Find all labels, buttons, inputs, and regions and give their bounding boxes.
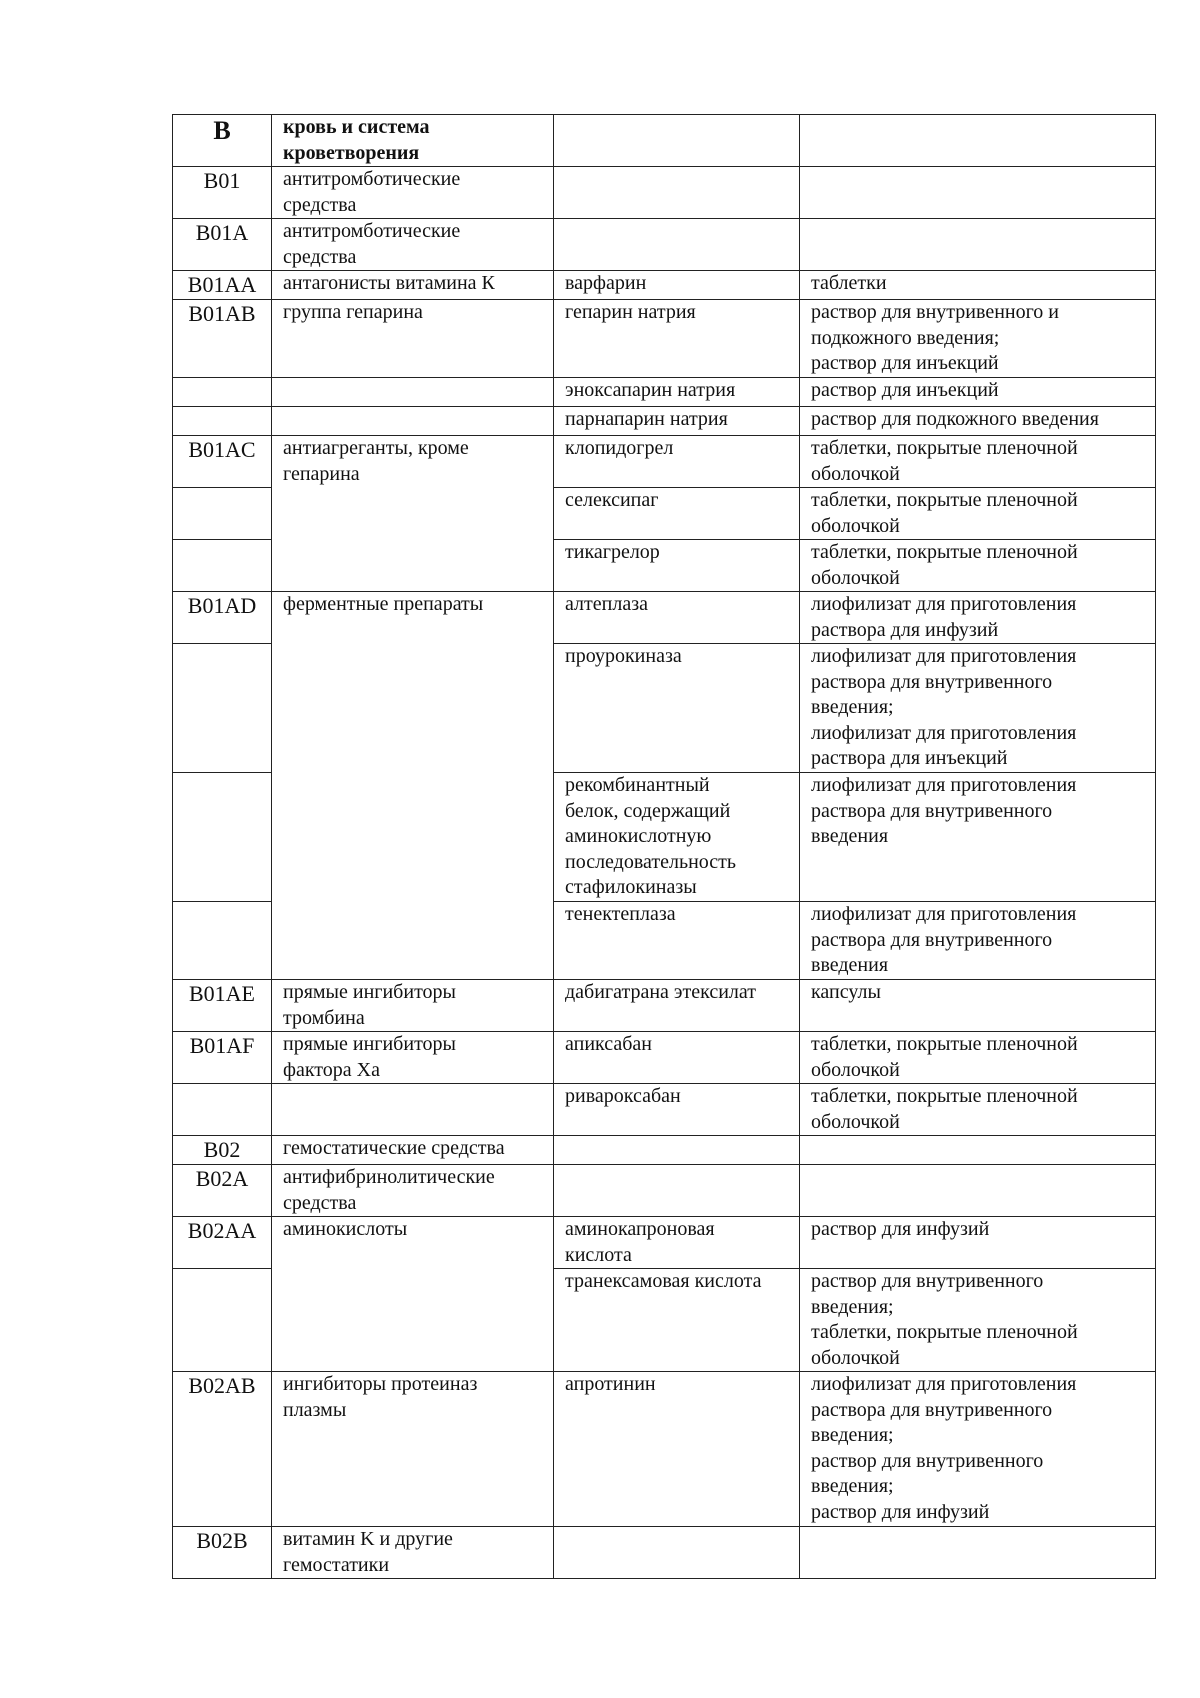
dosage-form-cell: таблетки, покрытые пленочной оболочкой	[800, 488, 1156, 540]
table-row	[173, 1217, 1156, 1269]
drug-name-cell: ривароксабан	[554, 1084, 800, 1136]
atc-code-cell: B01	[173, 167, 272, 219]
group-name-cell: группа гепарина	[272, 300, 554, 378]
table-row	[173, 300, 1156, 378]
group-name-cell: прямые ингибиторы тромбина	[272, 980, 554, 1032]
atc-code-cell: B01AD	[173, 592, 272, 644]
dosage-form-cell	[800, 115, 1156, 167]
table-row	[173, 1165, 1156, 1217]
drug-name-cell: селексипаг	[554, 488, 800, 540]
atc-code-cell: B02AB	[173, 1372, 272, 1527]
dosage-form-cell: таблетки, покрытые пленочной оболочкой	[800, 436, 1156, 488]
dosage-form-cell	[800, 167, 1156, 219]
dosage-form-cell	[800, 1136, 1156, 1165]
atc-code-cell	[173, 407, 272, 436]
group-name-cell: гемостатические средства	[272, 1136, 554, 1165]
table-body	[173, 115, 1156, 1579]
group-name-cell: антагонисты витамина К	[272, 271, 554, 300]
dosage-form-cell: таблетки, покрытые пленочной оболочкой	[800, 1032, 1156, 1084]
atc-code-cell	[173, 540, 272, 592]
group-name-cell: ферментные препараты	[272, 592, 554, 980]
table-row	[173, 1136, 1156, 1165]
group-name-cell	[272, 1084, 554, 1136]
table-row	[173, 436, 1156, 488]
group-name-cell: витамин K и другие гемостатики	[272, 1527, 554, 1579]
drug-classification-table	[172, 114, 1156, 1579]
dosage-form-cell: лиофилизат для приготовления раствора для внутривенного введения	[800, 773, 1156, 902]
group-name-cell	[272, 407, 554, 436]
dosage-form-cell: раствор для подкожного введения	[800, 407, 1156, 436]
atc-code-cell	[173, 773, 272, 902]
drug-name-cell	[554, 115, 800, 167]
atc-code-cell: B01AA	[173, 271, 272, 300]
atc-code-cell: B01AB	[173, 300, 272, 378]
group-name-cell: антиагреганты, кроме гепарина	[272, 436, 554, 592]
group-name-cell: антитромботические средства	[272, 219, 554, 271]
group-name-cell: аминокислоты	[272, 1217, 554, 1372]
table-row	[173, 271, 1156, 300]
group-name-cell: кровь и система кроветворения	[272, 115, 554, 167]
drug-name-cell: аминокапроновая кислота	[554, 1217, 800, 1269]
dosage-form-cell: раствор для инфузий	[800, 1217, 1156, 1269]
atc-code-cell: В	[173, 115, 272, 167]
dosage-form-cell: лиофилизат для приготовления раствора для внутривенного введения; раствор для внутривенного введения; раствор для инфузий	[800, 1372, 1156, 1527]
drug-name-cell: варфарин	[554, 271, 800, 300]
drug-name-cell: гепарин натрия	[554, 300, 800, 378]
drug-name-cell: транексамовая кислота	[554, 1269, 800, 1372]
drug-name-cell: алтеплаза	[554, 592, 800, 644]
table-row	[173, 980, 1156, 1032]
atc-code-cell	[173, 644, 272, 773]
group-name-cell: прямые ингибиторы фактора Xa	[272, 1032, 554, 1084]
table-row	[173, 407, 1156, 436]
dosage-form-cell: капсулы	[800, 980, 1156, 1032]
drug-name-cell: проурокиназа	[554, 644, 800, 773]
dosage-form-cell: раствор для внутривенного введения; таблетки, покрытые пленочной оболочкой	[800, 1269, 1156, 1372]
atc-code-cell: B01AF	[173, 1032, 272, 1084]
drug-name-cell	[554, 167, 800, 219]
group-name-cell	[272, 378, 554, 407]
dosage-form-cell: лиофилизат для приготовления раствора для внутривенного введения	[800, 902, 1156, 980]
dosage-form-cell: раствор для инъекций	[800, 378, 1156, 407]
atc-code-cell	[173, 902, 272, 980]
drug-name-cell: апиксабан	[554, 1032, 800, 1084]
group-name-cell: антитромботические средства	[272, 167, 554, 219]
table-row	[173, 167, 1156, 219]
drug-name-cell: клопидогрел	[554, 436, 800, 488]
table-row	[173, 1084, 1156, 1136]
dosage-form-cell: раствор для внутривенного и подкожного введения; раствор для инъекций	[800, 300, 1156, 378]
drug-name-cell: тенектеплаза	[554, 902, 800, 980]
dosage-form-cell: лиофилизат для приготовления раствора для инфузий	[800, 592, 1156, 644]
dosage-form-cell	[800, 219, 1156, 271]
dosage-form-cell	[800, 1527, 1156, 1579]
drug-name-cell	[554, 219, 800, 271]
dosage-form-cell: таблетки	[800, 271, 1156, 300]
table-row	[173, 592, 1156, 644]
dosage-form-cell: таблетки, покрытые пленочной оболочкой	[800, 1084, 1156, 1136]
atc-code-cell: B01AE	[173, 980, 272, 1032]
drug-name-cell	[554, 1165, 800, 1217]
dosage-form-cell: лиофилизат для приготовления раствора для внутривенного введения; лиофилизат для приготовления раствора для инъекций	[800, 644, 1156, 773]
atc-code-cell	[173, 488, 272, 540]
atc-code-cell	[173, 1084, 272, 1136]
table-row	[173, 115, 1156, 167]
drug-name-cell: тикагрелор	[554, 540, 800, 592]
table-row	[173, 378, 1156, 407]
drug-name-cell: парнапарин натрия	[554, 407, 800, 436]
drug-name-cell	[554, 1136, 800, 1165]
atc-code-cell: B01A	[173, 219, 272, 271]
atc-code-cell	[173, 378, 272, 407]
drug-name-cell: эноксапарин натрия	[554, 378, 800, 407]
drug-name-cell: рекомбинантный белок, содержащий аминокислотную последовательность стафилокиназы	[554, 773, 800, 902]
atc-code-cell: B02A	[173, 1165, 272, 1217]
table-row	[173, 1032, 1156, 1084]
dosage-form-cell: таблетки, покрытые пленочной оболочкой	[800, 540, 1156, 592]
drug-name-cell: дабигатрана этексилат	[554, 980, 800, 1032]
table-row	[173, 219, 1156, 271]
group-name-cell: антифибринолитические средства	[272, 1165, 554, 1217]
table-row	[173, 1527, 1156, 1579]
drug-name-cell: апротинин	[554, 1372, 800, 1527]
dosage-form-cell	[800, 1165, 1156, 1217]
table-row	[173, 1372, 1156, 1527]
atc-code-cell	[173, 1269, 272, 1372]
group-name-cell: ингибиторы протеиназ плазмы	[272, 1372, 554, 1527]
drug-name-cell	[554, 1527, 800, 1579]
atc-code-cell: B01AC	[173, 436, 272, 488]
atc-code-cell: B02B	[173, 1527, 272, 1579]
atc-code-cell: B02	[173, 1136, 272, 1165]
atc-code-cell: B02AA	[173, 1217, 272, 1269]
